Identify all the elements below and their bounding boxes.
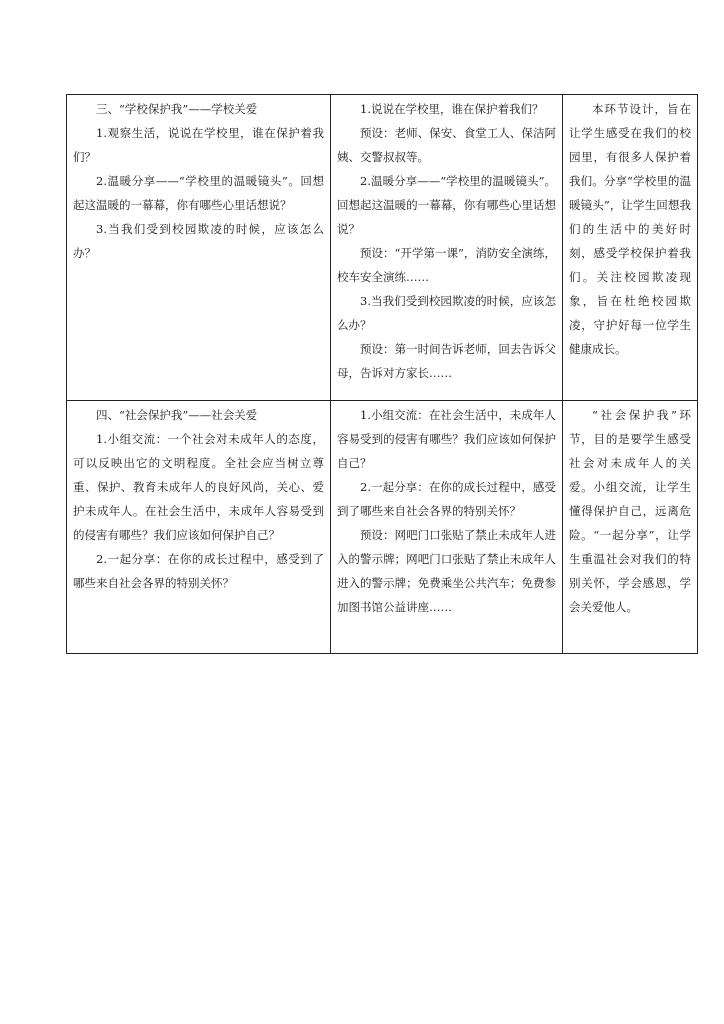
student-item: 1.小组交流：在社会生活中，未成年人容易受到的侵害有哪些？我们应该如何保护自己？ — [337, 408, 556, 470]
section-heading: 三、“学校保护我”——学校关爱 — [96, 102, 258, 116]
expected-answer: 预设：老师、保安、食堂工人、保洁阿姨、交警叔叔等。 — [337, 126, 556, 164]
teacher-activity-cell — [67, 401, 331, 654]
student-activity-cell — [331, 95, 563, 401]
design-intent-cell — [563, 95, 698, 401]
student-activity-cell — [331, 401, 563, 654]
student-item: 2.温暖分享——“学校里的温暖镜头”。回想起这温暖的一幕幕，你有哪些心里话想说？ — [337, 174, 556, 236]
teacher-activity-cell — [67, 95, 331, 401]
student-item: 3.当我们受到校园欺凌的时候，应该怎么办？ — [337, 294, 556, 332]
activity-item: 3.当我们受到校园欺凌的时候，应该怎么办？ — [73, 222, 324, 260]
student-item: 1.说说在学校里，谁在保护着我们？ — [360, 102, 544, 116]
design-intent-text: “社会保护我”环节，目的是要学生感受社会对未成年人的关爱。小组交流，让学生懂得保护自己，远离危险。“一起分享”，让学生重温社会对我们的特别关怀，学会感恩，学会关爱他人。 — [569, 408, 691, 614]
design-intent-text: 本环节设计，旨在让学生感受在我们的校园里，有很多人保护着我们。分享“学校里的温暖镜头”，让学生回想我们的生活中的美好时刻，感受学校保护着我们。关注校园欺凌现象，旨在杜绝校园欺凌，守护好每一位学生健康成长。 — [569, 102, 691, 356]
activity-item: 2.一起分享：在你的成长过程中，感受到了哪些来自社会各界的特别关怀？ — [73, 552, 324, 590]
expected-answer: 预设：第一时间告诉老师，回去告诉父母，告诉对方家长…… — [337, 342, 556, 380]
expected-answer: 预设：“开学第一课”，消防安全演练，校车安全演练…… — [337, 246, 556, 284]
section-heading: 四、“社会保护我”——社会关爱 — [96, 408, 258, 422]
design-intent-cell — [563, 401, 698, 654]
expected-answer: 预设：网吧门口张贴了禁止未成年人进入的警示牌；网吧门口张贴了禁止未成年人进入的警示牌；免费乘坐公共汽车；免费参加图书馆公益讲座…… — [337, 528, 556, 614]
table-row-school-care — [67, 95, 698, 401]
student-item: 2.一起分享：在你的成长过程中，感受到了哪些来自社会各界的特别关怀？ — [337, 480, 556, 518]
lesson-plan-table — [66, 94, 698, 654]
activity-item: 1.小组交流：一个社会对未成年人的态度，可以反映出它的文明程度。全社会应当树立尊重、保护、教育未成年人的良好风尚，关心、爱护未成年人。在社会生活中，未成年人容易受到的侵害有哪些？我们应该如何保护自己？ — [73, 432, 324, 542]
activity-item: 2.温暖分享——“学校里的温暖镜头”。回想起这温暖的一幕幕，你有哪些心里话想说？ — [73, 174, 324, 212]
table-row-society-care — [67, 401, 698, 654]
activity-item: 1.观察生活，说说在学校里，谁在保护着我们？ — [73, 126, 324, 164]
